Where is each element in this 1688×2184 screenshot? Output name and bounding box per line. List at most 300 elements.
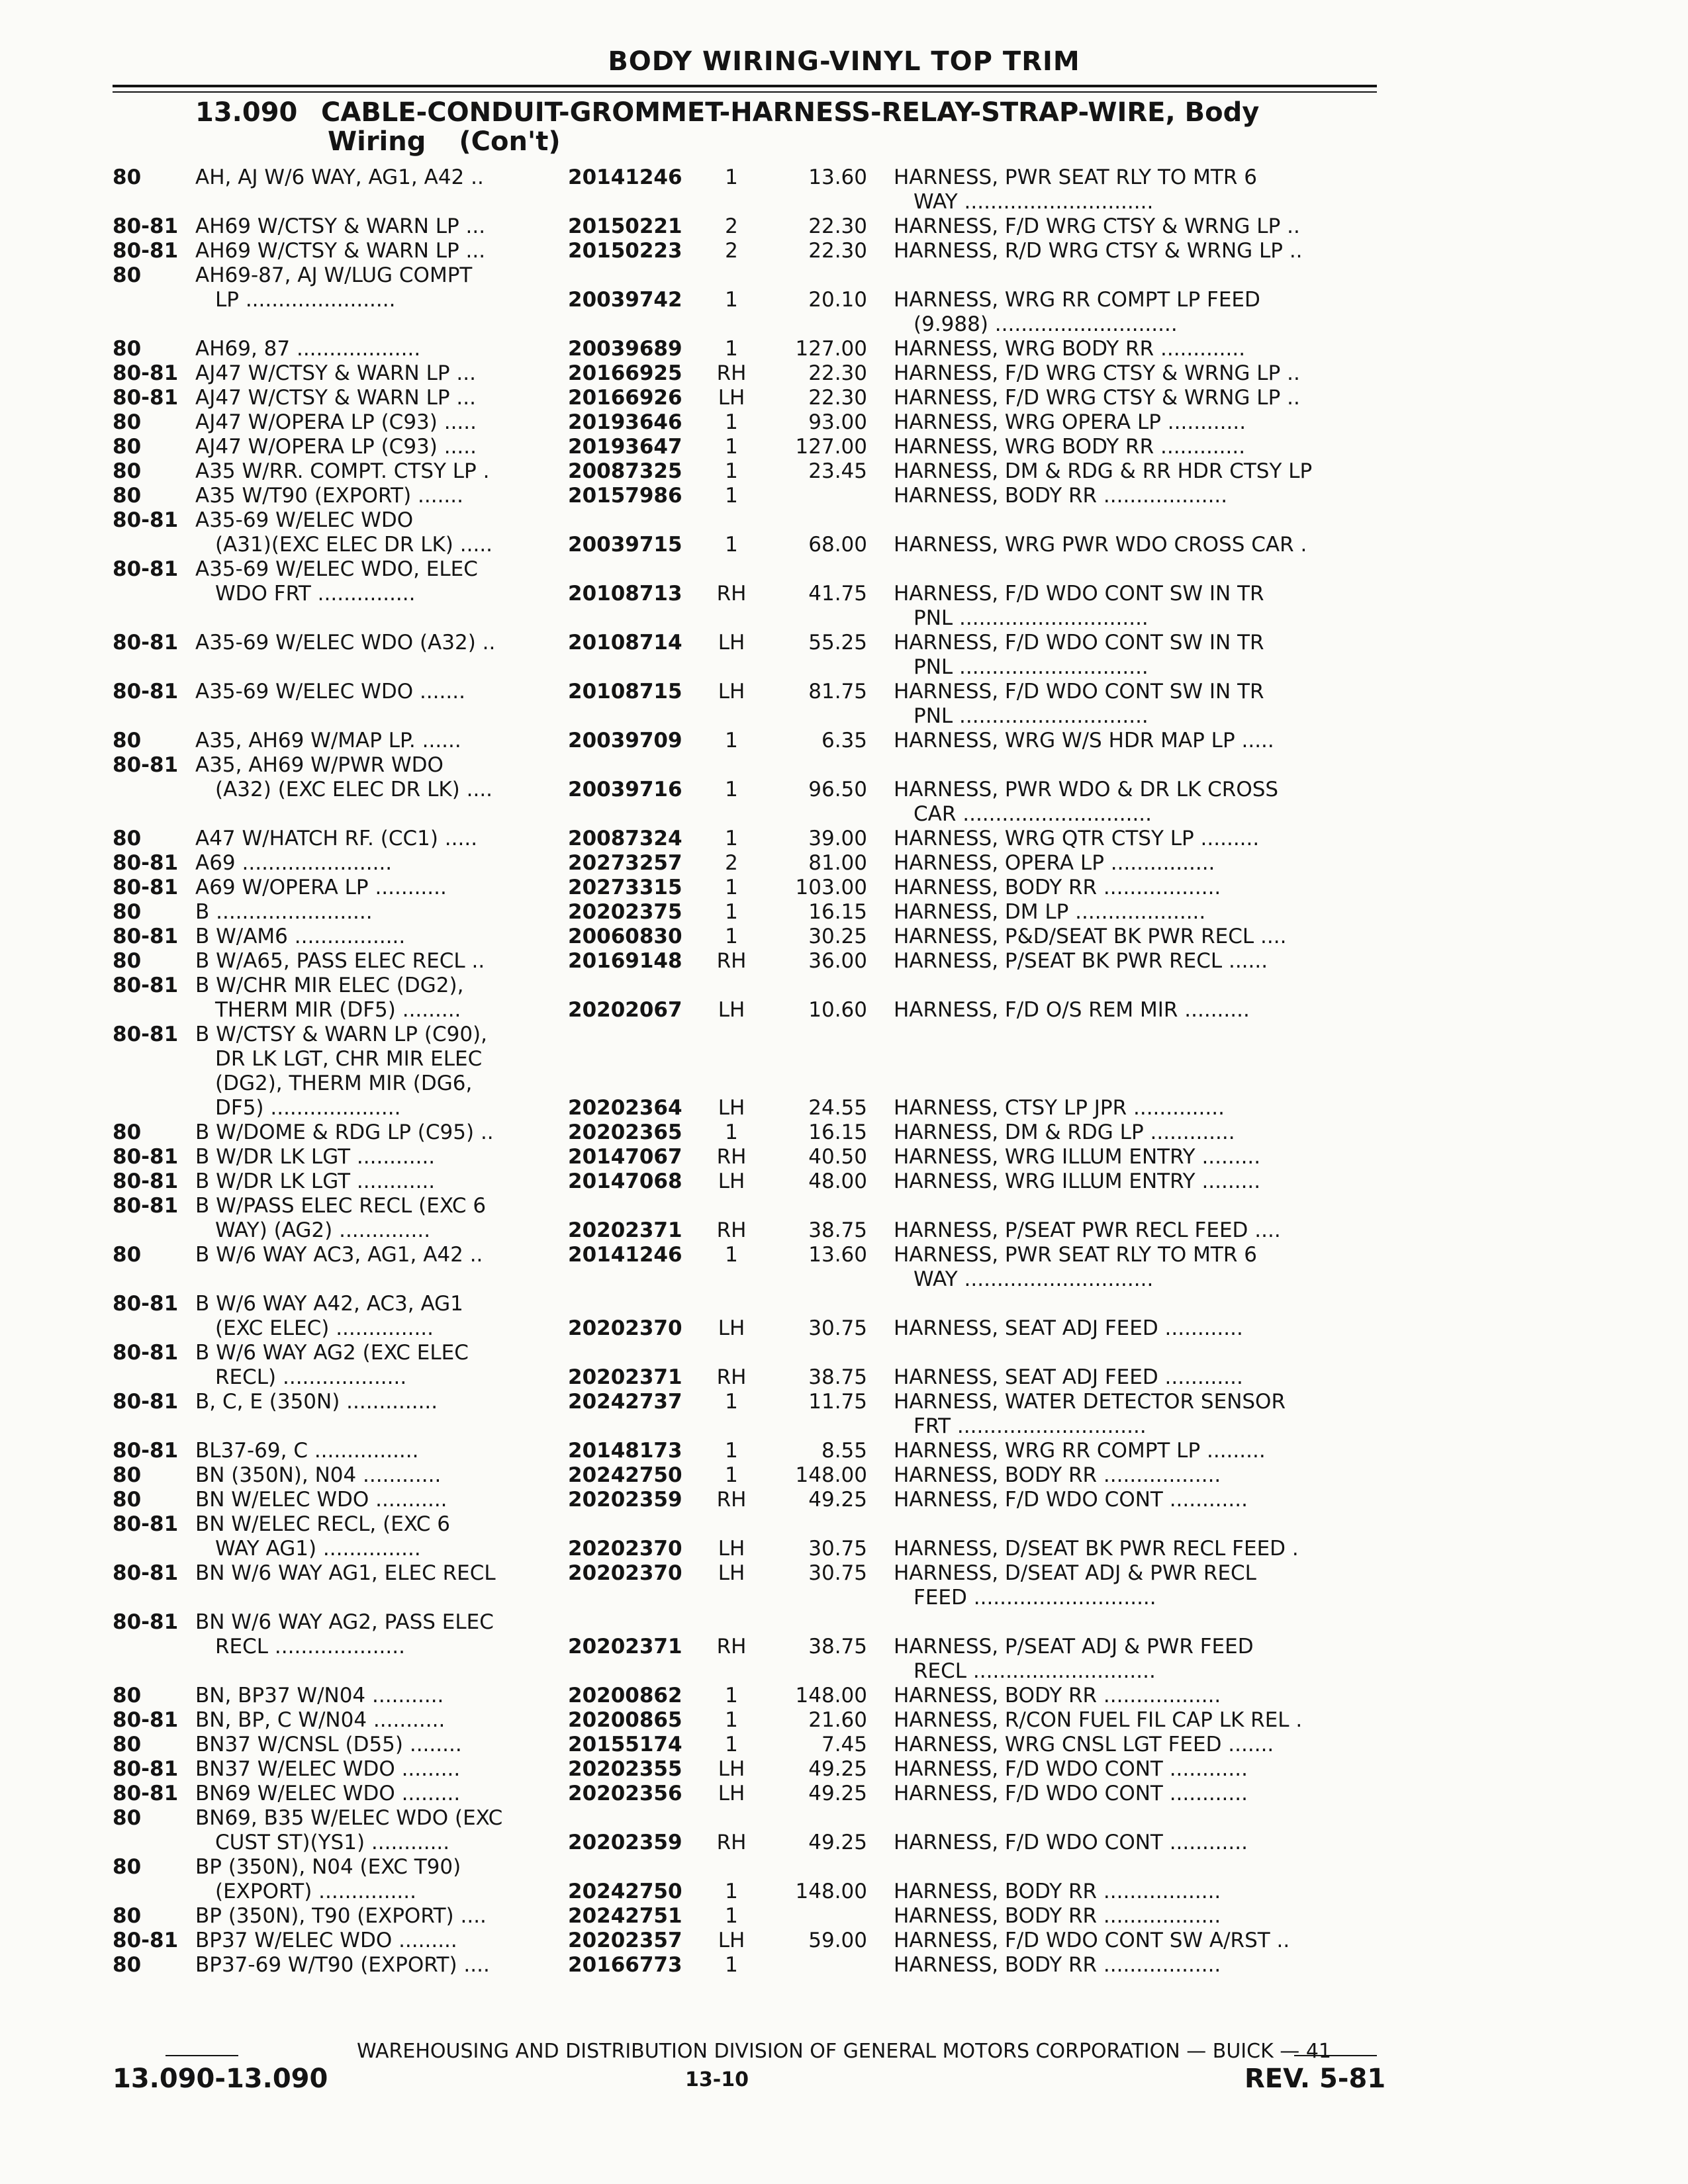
description-cell: A35-69 W/ELEC WDO <box>195 508 414 532</box>
part-number-cell: 20148173 <box>568 1439 682 1463</box>
model-year-cell: 80-81 <box>113 631 179 655</box>
table-row <box>0 1194 1688 1218</box>
quantity-cell: LH <box>718 998 745 1022</box>
model-year-cell: 80 <box>113 410 142 434</box>
quantity-cell: 1 <box>725 1243 738 1267</box>
table-row <box>0 484 1688 508</box>
part-name-cell: HARNESS, SEAT ADJ FEED ............ <box>894 1316 1243 1340</box>
description-cell: (A31)(EXC ELEC DR LK) ..... <box>215 533 493 557</box>
description-cell: B W/DOME & RDG LP (C95) .. <box>195 1120 494 1144</box>
part-name-cell: HARNESS, DM LP .................... <box>894 900 1206 924</box>
part-number-cell: 20169148 <box>568 949 682 973</box>
description-cell: WAY AG1) ............... <box>215 1537 421 1561</box>
table-row <box>0 851 1688 876</box>
price-cell: 49.25 <box>808 1831 867 1854</box>
table-row <box>0 1512 1688 1537</box>
price-cell: 38.75 <box>808 1365 867 1389</box>
model-year-cell: 80-81 <box>113 1390 179 1414</box>
description-cell: A35-69 W/ELEC WDO, ELEC <box>195 557 478 581</box>
part-name-cell: PNL ............................. <box>914 606 1149 630</box>
table-row <box>0 1292 1688 1316</box>
table-row <box>0 753 1688 778</box>
model-year-cell: 80 <box>113 337 142 361</box>
table-row <box>0 802 1688 827</box>
table-row <box>0 1635 1688 1659</box>
price-cell: 30.75 <box>808 1561 867 1585</box>
model-year-cell: 80-81 <box>113 1194 179 1218</box>
part-number-cell: 20273257 <box>568 851 682 875</box>
quantity-cell: 1 <box>725 1904 738 1928</box>
description-cell: A47 W/HATCH RF. (CC1) ..... <box>195 827 478 850</box>
part-name-cell: HARNESS, PWR SEAT RLY TO MTR 6 <box>894 165 1257 189</box>
table-row <box>0 1390 1688 1414</box>
model-year-cell: 80 <box>113 1733 142 1756</box>
description-cell: A35, AH69 W/PWR WDO <box>195 753 444 777</box>
part-name-cell: WAY ............................. <box>914 1267 1154 1291</box>
part-number-cell: 20202370 <box>568 1561 682 1585</box>
table-row <box>0 1365 1688 1390</box>
part-name-cell: HARNESS, F/D WDO CONT SW IN TR <box>894 631 1264 655</box>
table-row <box>0 361 1688 386</box>
part-number-cell: 20202365 <box>568 1120 682 1144</box>
parts-list <box>0 165 1688 1978</box>
part-name-cell: HARNESS, F/D WDO CONT ............ <box>894 1782 1248 1805</box>
description-cell: B W/DR LK LGT ............ <box>195 1169 436 1193</box>
part-number-cell: 20193647 <box>568 435 682 459</box>
part-number-cell: 20200865 <box>568 1708 682 1732</box>
quantity-cell: 1 <box>725 1684 738 1707</box>
table-row <box>0 1757 1688 1782</box>
table-row <box>0 1120 1688 1145</box>
part-name-cell: HARNESS, DM & RDG LP ............. <box>894 1120 1235 1144</box>
table-row <box>0 1145 1688 1169</box>
quantity-cell: 1 <box>725 1708 738 1732</box>
description-cell: B W/6 WAY AC3, AG1, A42 .. <box>195 1243 483 1267</box>
quantity-cell: LH <box>718 1537 745 1561</box>
part-name-cell: HARNESS, F/D WDO CONT ............ <box>894 1488 1248 1512</box>
quantity-cell: RH <box>716 361 747 385</box>
price-cell: 16.15 <box>808 1120 867 1144</box>
price-cell: 93.00 <box>808 410 867 434</box>
model-year-cell: 80-81 <box>113 876 179 899</box>
model-year-cell: 80-81 <box>113 1439 179 1463</box>
price-cell: 127.00 <box>795 435 867 459</box>
part-number-cell: 20242751 <box>568 1904 682 1928</box>
quantity-cell: 1 <box>725 410 738 434</box>
part-name-cell: HARNESS, P/SEAT ADJ & PWR FEED <box>894 1635 1254 1659</box>
table-row <box>0 1023 1688 1047</box>
part-name-cell: HARNESS, WRG W/S HDR MAP LP ..... <box>894 729 1274 752</box>
part-number-cell: 20150221 <box>568 214 682 238</box>
table-row <box>0 582 1688 606</box>
part-number-cell: 20166926 <box>568 386 682 410</box>
table-row <box>0 263 1688 288</box>
table-row <box>0 508 1688 533</box>
quantity-cell: 1 <box>725 165 738 189</box>
price-cell: 148.00 <box>795 1684 867 1707</box>
part-name-cell: HARNESS, BODY RR .................. <box>894 876 1221 899</box>
quantity-cell: 2 <box>725 851 738 875</box>
price-cell: 22.30 <box>808 386 867 410</box>
table-row <box>0 900 1688 925</box>
part-name-cell: HARNESS, CTSY LP JPR .............. <box>894 1096 1225 1120</box>
price-cell: 68.00 <box>808 533 867 557</box>
description-cell: A35-69 W/ELEC WDO (A32) .. <box>195 631 496 655</box>
table-row <box>0 1561 1688 1586</box>
model-year-cell: 80-81 <box>113 1169 179 1193</box>
part-number-cell: 20039715 <box>568 533 682 557</box>
table-row <box>0 1488 1688 1512</box>
quantity-cell: LH <box>718 1316 745 1340</box>
part-number-cell: 20039716 <box>568 778 682 801</box>
model-year-cell: 80 <box>113 1855 142 1879</box>
model-year-cell: 80-81 <box>113 925 179 948</box>
part-name-cell: HARNESS, OPERA LP ................ <box>894 851 1215 875</box>
model-year-cell: 80 <box>113 263 142 287</box>
price-cell: 81.00 <box>808 851 867 875</box>
price-cell: 148.00 <box>795 1463 867 1487</box>
part-name-cell: HARNESS, P/SEAT PWR RECL FEED .... <box>894 1218 1281 1242</box>
description-cell: A35 W/T90 (EXPORT) ....... <box>195 484 463 508</box>
description-cell: (EXC ELEC) ............... <box>215 1316 434 1340</box>
description-cell: AJ47 W/OPERA LP (C93) ..... <box>195 435 477 459</box>
description-cell: AH69 W/CTSY & WARN LP ... <box>195 214 486 238</box>
description-cell: A35 W/RR. COMPT. CTSY LP . <box>195 459 490 483</box>
model-year-cell: 80 <box>113 484 142 508</box>
table-row <box>0 974 1688 998</box>
price-cell: 13.60 <box>808 165 867 189</box>
quantity-cell: 1 <box>725 900 738 924</box>
model-year-cell: 80 <box>113 1243 142 1267</box>
part-name-cell: HARNESS, PWR WDO & DR LK CROSS <box>894 778 1279 801</box>
part-number-cell: 20202359 <box>568 1831 682 1854</box>
model-year-cell: 80-81 <box>113 753 179 777</box>
table-row <box>0 1267 1688 1292</box>
part-name-cell: HARNESS, F/D WDO CONT ............ <box>894 1831 1248 1854</box>
price-cell: 30.75 <box>808 1537 867 1561</box>
part-name-cell: HARNESS, F/D WDO CONT ............ <box>894 1757 1248 1781</box>
quantity-cell: RH <box>716 1365 747 1389</box>
table-row <box>0 312 1688 337</box>
description-cell: B W/DR LK LGT ............ <box>195 1145 436 1169</box>
description-cell: DR LK LGT, CHR MIR ELEC <box>215 1047 483 1071</box>
table-row <box>0 680 1688 704</box>
price-cell: 30.75 <box>808 1316 867 1340</box>
model-year-cell: 80 <box>113 729 142 752</box>
table-row <box>0 827 1688 851</box>
quantity-cell: 1 <box>725 484 738 508</box>
table-row <box>0 631 1688 655</box>
part-number-cell: 20039689 <box>568 337 682 361</box>
model-year-cell: 80 <box>113 459 142 483</box>
part-name-cell: HARNESS, F/D WDO CONT SW IN TR <box>894 680 1264 704</box>
price-cell: 38.75 <box>808 1218 867 1242</box>
part-number-cell: 20202375 <box>568 900 682 924</box>
price-cell: 39.00 <box>808 827 867 850</box>
part-number-cell: 20202371 <box>568 1365 682 1389</box>
part-number-cell: 20202067 <box>568 998 682 1022</box>
part-number-cell: 20108714 <box>568 631 682 655</box>
part-name-cell: HARNESS, BODY RR ................... <box>894 484 1228 508</box>
description-cell: THERM MIR (DF5) ......... <box>215 998 461 1022</box>
price-cell: 40.50 <box>808 1145 867 1169</box>
section-number: 13.090 <box>195 97 298 128</box>
description-cell: WAY) (AG2) .............. <box>215 1218 431 1242</box>
part-number-cell: 20242750 <box>568 1463 682 1487</box>
model-year-cell: 80-81 <box>113 386 179 410</box>
description-cell: AH69 W/CTSY & WARN LP ... <box>195 239 486 263</box>
price-cell: 96.50 <box>808 778 867 801</box>
model-year-cell: 80-81 <box>113 1023 179 1046</box>
part-number-cell: 20202370 <box>568 1537 682 1561</box>
part-number-cell: 20147067 <box>568 1145 682 1169</box>
model-year-cell: 80-81 <box>113 1610 179 1634</box>
part-name-cell: HARNESS, WRG RR COMPT LP ......... <box>894 1439 1266 1463</box>
table-row <box>0 1855 1688 1880</box>
quantity-cell: LH <box>718 386 745 410</box>
part-name-cell: HARNESS, P/SEAT BK PWR RECL ...... <box>894 949 1268 973</box>
price-cell: 81.75 <box>808 680 867 704</box>
quantity-cell: 1 <box>725 435 738 459</box>
part-name-cell: HARNESS, F/D WDO CONT SW A/RST .. <box>894 1929 1290 1952</box>
part-number-cell: 20202371 <box>568 1218 682 1242</box>
quantity-cell: 2 <box>725 214 738 238</box>
table-row <box>0 876 1688 900</box>
description-cell: BN69 W/ELEC WDO ......... <box>195 1782 461 1805</box>
price-cell: 13.60 <box>808 1243 867 1267</box>
page-title: BODY WIRING-VINYL TOP TRIM <box>608 46 1080 77</box>
model-year-cell: 80 <box>113 1463 142 1487</box>
table-row <box>0 1953 1688 1978</box>
quantity-cell: RH <box>716 1488 747 1512</box>
price-cell: 22.30 <box>808 214 867 238</box>
quantity-cell: 1 <box>725 729 738 752</box>
quantity-cell: 1 <box>725 778 738 801</box>
table-row <box>0 1708 1688 1733</box>
price-cell: 24.55 <box>808 1096 867 1120</box>
model-year-cell: 80-81 <box>113 214 179 238</box>
part-number-cell: 20166773 <box>568 1953 682 1977</box>
part-number-cell: 20039742 <box>568 288 682 312</box>
part-name-cell: HARNESS, BODY RR .................. <box>894 1953 1221 1977</box>
table-row <box>0 1439 1688 1463</box>
section-title: CABLE-CONDUIT-GROMMET-HARNESS-RELAY-STRAP-WIRE, Body <box>321 97 1260 128</box>
table-row <box>0 1071 1688 1096</box>
part-name-cell: HARNESS, F/D WDO CONT SW IN TR <box>894 582 1264 606</box>
quantity-cell: 1 <box>725 827 738 850</box>
model-year-cell: 80-81 <box>113 1561 179 1585</box>
part-name-cell: (9.988) ............................ <box>914 312 1178 336</box>
footer-publisher: WAREHOUSING AND DISTRIBUTION DIVISION OF GENERAL MOTORS CORPORATION — BUICK — 41 <box>356 2040 1332 2063</box>
description-cell: BN, BP37 W/N04 ........... <box>195 1684 444 1707</box>
part-number-cell: 20200862 <box>568 1684 682 1707</box>
quantity-cell: LH <box>718 1169 745 1193</box>
table-row <box>0 704 1688 729</box>
part-name-cell: RECL ............................ <box>914 1659 1156 1683</box>
quantity-cell: 1 <box>725 533 738 557</box>
part-number-cell: 20202357 <box>568 1929 682 1952</box>
quantity-cell: 1 <box>725 459 738 483</box>
model-year-cell: 80-81 <box>113 361 179 385</box>
part-name-cell: PNL ............................. <box>914 704 1149 728</box>
model-year-cell: 80-81 <box>113 1929 179 1952</box>
part-name-cell: HARNESS, WRG RR COMPT LP FEED <box>894 288 1260 312</box>
description-cell: CUST ST)(YS1) ............ <box>215 1831 450 1854</box>
section-title-cont: Wiring <box>328 126 426 157</box>
table-row <box>0 288 1688 312</box>
description-cell: RECL) ................... <box>215 1365 407 1389</box>
description-cell: BP (350N), T90 (EXPORT) .... <box>195 1904 487 1928</box>
part-number-cell: 20242737 <box>568 1390 682 1414</box>
description-cell: A35, AH69 W/MAP LP. ...... <box>195 729 461 752</box>
description-cell: RECL .................... <box>215 1635 405 1659</box>
description-cell: BN W/ELEC RECL, (EXC 6 <box>195 1512 450 1536</box>
description-cell: B ........................ <box>195 900 373 924</box>
description-cell: BN W/ELEC WDO ........... <box>195 1488 447 1512</box>
part-name-cell: HARNESS, WRG OPERA LP ............ <box>894 410 1246 434</box>
model-year-cell: 80 <box>113 1488 142 1512</box>
model-year-cell: 80 <box>113 900 142 924</box>
description-cell: BL37-69, C ................ <box>195 1439 419 1463</box>
part-name-cell: HARNESS, BODY RR .................. <box>894 1880 1221 1903</box>
table-row <box>0 925 1688 949</box>
model-year-cell: 80-81 <box>113 557 179 581</box>
part-name-cell: CAR ............................. <box>914 802 1152 826</box>
part-number-cell: 20155174 <box>568 1733 682 1756</box>
part-number-cell: 20202359 <box>568 1488 682 1512</box>
part-name-cell: HARNESS, PWR SEAT RLY TO MTR 6 <box>894 1243 1257 1267</box>
table-row <box>0 998 1688 1023</box>
price-cell: 49.25 <box>808 1757 867 1781</box>
footer-revision: REV. 5-81 <box>1244 2064 1386 2094</box>
part-name-cell: HARNESS, WRG ILLUM ENTRY ......... <box>894 1145 1261 1169</box>
price-cell: 6.35 <box>821 729 867 752</box>
description-cell: BN W/6 WAY AG2, PASS ELEC <box>195 1610 494 1634</box>
part-name-cell: HARNESS, WRG CNSL LGT FEED ....... <box>894 1733 1274 1756</box>
table-row <box>0 1831 1688 1855</box>
table-row <box>0 1782 1688 1806</box>
part-number-cell: 20087325 <box>568 459 682 483</box>
part-name-cell: HARNESS, D/SEAT ADJ & PWR RECL <box>894 1561 1256 1585</box>
part-name-cell: WAY ............................. <box>914 190 1154 214</box>
part-name-cell: FRT ............................. <box>914 1414 1147 1438</box>
description-cell: B W/AM6 ................. <box>195 925 406 948</box>
quantity-cell: 1 <box>725 1880 738 1903</box>
description-cell: AJ47 W/OPERA LP (C93) ..... <box>195 410 477 434</box>
quantity-cell: 1 <box>725 1390 738 1414</box>
table-row <box>0 386 1688 410</box>
part-name-cell: HARNESS, WRG QTR CTSY LP ......... <box>894 827 1260 850</box>
price-cell: 10.60 <box>808 998 867 1022</box>
part-name-cell: HARNESS, F/D WRG CTSY & WRNG LP .. <box>894 386 1300 410</box>
part-number-cell: 20147068 <box>568 1169 682 1193</box>
table-row <box>0 949 1688 974</box>
title-rule-thick <box>113 85 1377 87</box>
price-cell: 22.30 <box>808 361 867 385</box>
description-cell: B W/PASS ELEC RECL (EXC 6 <box>195 1194 487 1218</box>
description-cell: B, C, E (350N) .............. <box>195 1390 438 1414</box>
price-cell: 55.25 <box>808 631 867 655</box>
description-cell: B W/6 WAY AG2 (EXC ELEC <box>195 1341 469 1365</box>
description-cell: B W/A65, PASS ELEC RECL .. <box>195 949 485 973</box>
part-number-cell: 20087324 <box>568 827 682 850</box>
table-row <box>0 778 1688 802</box>
price-cell: 23.45 <box>808 459 867 483</box>
price-cell: 103.00 <box>795 876 867 899</box>
table-row <box>0 1218 1688 1243</box>
part-name-cell: HARNESS, R/CON FUEL FIL CAP LK REL . <box>894 1708 1303 1732</box>
table-row <box>0 1463 1688 1488</box>
description-cell: WDO FRT ............... <box>215 582 416 606</box>
model-year-cell: 80 <box>113 435 142 459</box>
model-year-cell: 80-81 <box>113 1292 179 1316</box>
description-cell: AH69-87, AJ W/LUG COMPT <box>195 263 473 287</box>
quantity-cell: LH <box>718 1757 745 1781</box>
description-cell: AJ47 W/CTSY & WARN LP ... <box>195 386 476 410</box>
part-number-cell: 20141246 <box>568 1243 682 1267</box>
part-number-cell: 20242750 <box>568 1880 682 1903</box>
part-number-cell: 20060830 <box>568 925 682 948</box>
table-row <box>0 557 1688 582</box>
model-year-cell: 80-81 <box>113 1757 179 1781</box>
table-row <box>0 1880 1688 1904</box>
model-year-cell: 80-81 <box>113 1782 179 1805</box>
model-year-cell: 80 <box>113 1904 142 1928</box>
part-number-cell: 20273315 <box>568 876 682 899</box>
description-cell: A69 ....................... <box>195 851 393 875</box>
quantity-cell: RH <box>716 1635 747 1659</box>
table-row <box>0 459 1688 484</box>
table-row <box>0 1047 1688 1071</box>
part-number-cell: 20039709 <box>568 729 682 752</box>
price-cell: 21.60 <box>808 1708 867 1732</box>
price-cell: 20.10 <box>808 288 867 312</box>
footer-page-number: 13-10 <box>685 2068 749 2091</box>
part-name-cell: HARNESS, F/D WRG CTSY & WRNG LP .. <box>894 361 1300 385</box>
table-row <box>0 337 1688 361</box>
part-name-cell: HARNESS, BODY RR .................. <box>894 1684 1221 1707</box>
part-name-cell: HARNESS, F/D O/S REM MIR .......... <box>894 998 1250 1022</box>
description-cell: BN69, B35 W/ELEC WDO (EXC <box>195 1806 503 1830</box>
quantity-cell: LH <box>718 1929 745 1952</box>
part-name-cell: HARNESS, WRG BODY RR ............. <box>894 337 1246 361</box>
table-row <box>0 1169 1688 1194</box>
description-cell: BP (350N), N04 (EXC T90) <box>195 1855 461 1879</box>
price-cell: 59.00 <box>808 1929 867 1952</box>
part-name-cell: HARNESS, WRG BODY RR ............. <box>894 435 1246 459</box>
table-row <box>0 729 1688 753</box>
table-row <box>0 1316 1688 1341</box>
model-year-cell: 80 <box>113 1806 142 1830</box>
description-cell: AH69, 87 ................... <box>195 337 421 361</box>
part-number-cell: 20202355 <box>568 1757 682 1781</box>
description-cell: BN (350N), N04 ............ <box>195 1463 442 1487</box>
price-cell: 49.25 <box>808 1782 867 1805</box>
table-row <box>0 239 1688 263</box>
table-row <box>0 1929 1688 1953</box>
quantity-cell: 1 <box>725 337 738 361</box>
table-row <box>0 1414 1688 1439</box>
description-cell: LP ....................... <box>215 288 396 312</box>
price-cell: 36.00 <box>808 949 867 973</box>
part-name-cell: HARNESS, WRG ILLUM ENTRY ......... <box>894 1169 1261 1193</box>
quantity-cell: RH <box>716 949 747 973</box>
quantity-cell: LH <box>718 631 745 655</box>
description-cell: B W/CHR MIR ELEC (DG2), <box>195 974 464 997</box>
quantity-cell: 1 <box>725 1953 738 1977</box>
quantity-cell: 2 <box>725 239 738 263</box>
table-row <box>0 435 1688 459</box>
